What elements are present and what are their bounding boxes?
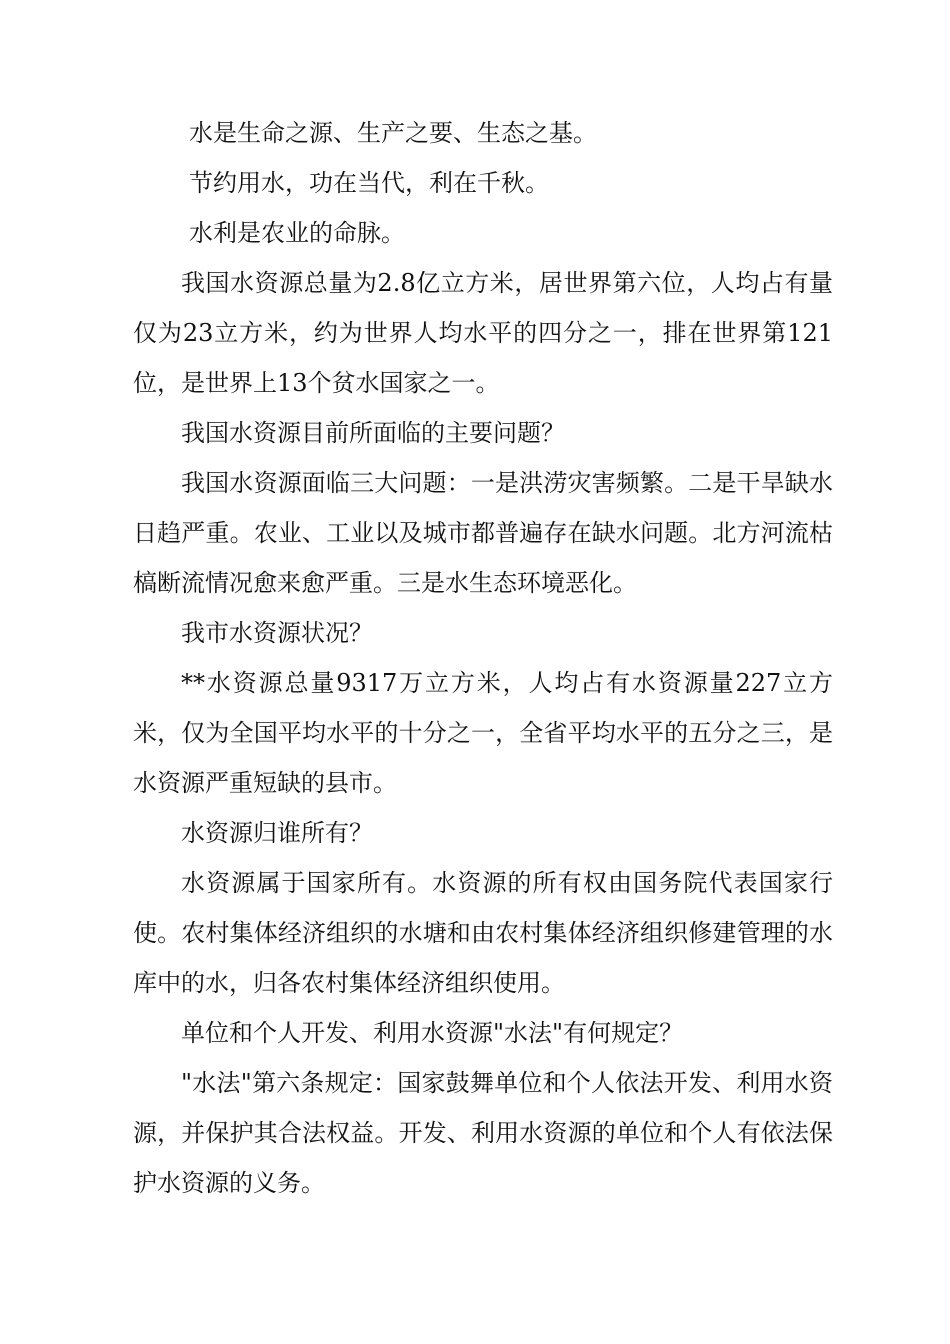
slogan-save-water: 节约用水，功在当代，利在千秋。 (189, 169, 549, 197)
slogan-water-source: 水是生命之源、生产之要、生态之基。 (189, 119, 597, 147)
question-national-problems: 我国水资源目前所面临的主要问题？ (181, 419, 565, 447)
paragraph-ownership: 水资源属于国家所有。水资源的所有权由国务院代表国家行使。农村集体经济组织的水塘和由农村集体经济组织修建管理的水库中的水，归各农村集体经济组织使用。 (133, 869, 833, 997)
paragraph-national-water-total: 我国水资源总量为2.8亿立方米，居世界第六位，人均占有量仅为23立方米，约为世界人均水平的四分之一，排在世界第121位，是世界上13个贫水国家之一。 (133, 269, 833, 397)
paragraph-city-water-total: **水资源总量9317万立方米，人均占有水资源量227立方米，仅为全国平均水平的十分之一，全省平均水平的五分之三，是水资源严重短缺的县市。 (133, 669, 833, 797)
question-water-law: 单位和个人开发、利用水资源"水法"有何规定？ (181, 1019, 684, 1047)
question-city-status: 我市水资源状况？ (181, 619, 373, 647)
paragraph-water-law-article-6: "水法"第六条规定：国家鼓舞单位和个人依法开发、利用水资源，并保护其合法权益。开发、利用水资源的单位和个人有依法保护水资源的义务。 (133, 1069, 833, 1197)
question-ownership: 水资源归谁所有？ (181, 819, 373, 847)
paragraph-three-problems: 我国水资源面临三大问题：一是洪涝灾害频繁。二是干旱缺水日趋严重。农业、工业以及城市都普遍存在缺水问题。北方河流枯槁断流情况愈来愈严重。三是水生态环境恶化。 (133, 469, 833, 597)
slogan-irrigation: 水利是农业的命脉。 (189, 219, 405, 247)
